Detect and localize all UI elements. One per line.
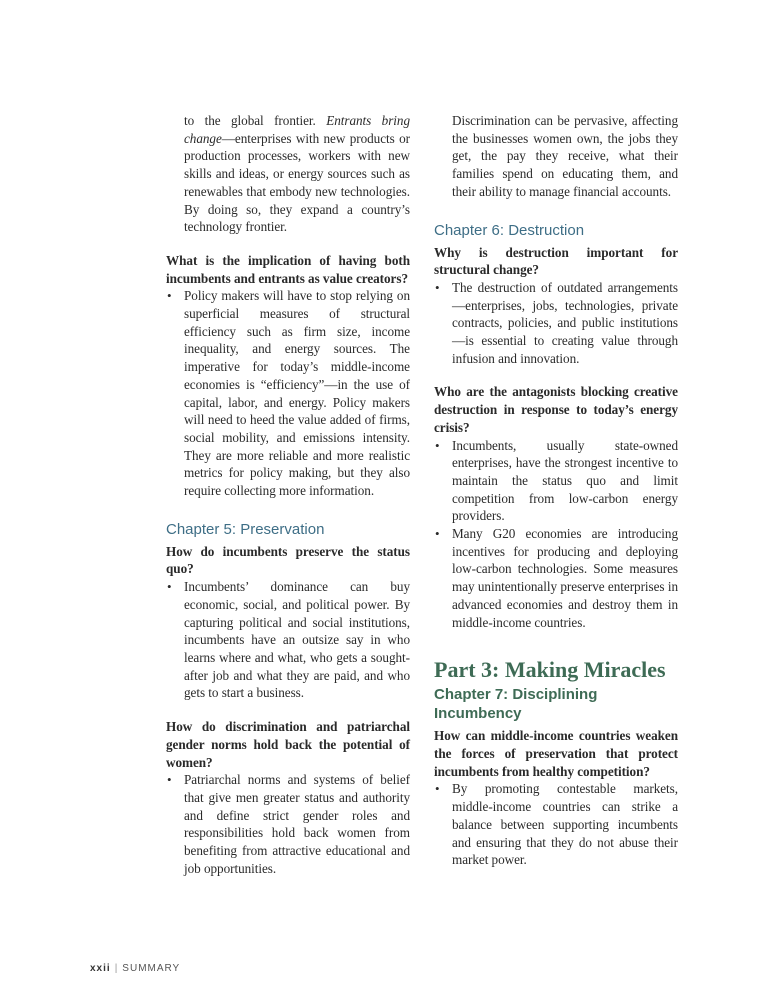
question-status-quo: How do incumbents preserve the status quo? bbox=[166, 543, 410, 577]
bullet-dot: • bbox=[435, 781, 440, 797]
question-discrimination: How do discrimination and patriarchal gender norms hold back the potential of women? bbox=[166, 719, 410, 770]
question-weaken-preservation: How can middle-income countries weaken the forces of preservation that protect incumbents from healthy competition? bbox=[434, 728, 678, 779]
bullet-text: The destruction of outdated arrangements—enterprises, jobs, technologies, private contracts, policies, and public institutions—is essential to creating value through infusion and innovation. bbox=[452, 279, 678, 366]
bullet-item bbox=[434, 780, 678, 869]
bullet-item bbox=[434, 525, 678, 631]
bullet-item bbox=[434, 437, 678, 526]
bullet-dot: • bbox=[167, 772, 172, 788]
bullet-dot: • bbox=[435, 526, 440, 542]
page-number: xxii bbox=[90, 963, 111, 974]
bullet-dot: • bbox=[167, 288, 172, 304]
intro-paragraph bbox=[166, 112, 410, 236]
question-implication: What is the implication of having both incumbents and entrants as value creators? bbox=[166, 252, 410, 286]
bullet-dot: • bbox=[435, 437, 440, 453]
chapter-heading-7: Chapter 7: Disciplining Incumbency bbox=[434, 686, 598, 723]
intro-italic-text: Entrants bring change bbox=[184, 113, 410, 146]
intro-text-end: —enterprises with new products or production processes, workers with new skills and ideas, or energy sources such as renewables that embody new technologies. By doing so, they expand a country’s technology frontier. bbox=[184, 130, 410, 235]
discrimination-paragraph: Discrimination can be pervasive, affecting the businesses women own, the jobs they get, the pay they receive, what their families spend on educating them, and their ability to manage financial accounts. bbox=[452, 113, 678, 199]
page-footer bbox=[90, 963, 180, 974]
bullet-dot: • bbox=[435, 279, 440, 295]
bullet-text: Patriarchal norms and systems of belief that give men greater status and authority and define strict gender roles and responsibilities hold back women from benefiting from attractive educational and job opportunities. bbox=[184, 772, 410, 876]
bullet-item bbox=[166, 771, 410, 877]
bullet-item bbox=[434, 279, 678, 368]
footer-separator: | bbox=[114, 963, 119, 974]
question-destruction: Why is destruction important for structural change? bbox=[434, 244, 678, 278]
chapter-heading-6: Chapter 6: Destruction bbox=[434, 221, 585, 239]
part-heading-3: Part 3: Making Miracles bbox=[434, 657, 666, 683]
bullet-text: Policy makers will have to stop relying on superficial measures of structural efficiency such as firm size, income inequality, and energy sources. The imperative for today’s middle-income economies is “efficiency”—in the use of capital, labor, and energy. Policy makers will need to heed the value added of firms, social mobility, and emissions intensity. They are more reliable and more realistic metrics for policy making, but they also require collecting more information. bbox=[184, 288, 410, 499]
bullet-text: By promoting contestable markets, middle-income countries can strike a balance between supporting incumbents and ensuring that they do not abuse their market power. bbox=[452, 781, 678, 868]
bullet-item bbox=[166, 578, 410, 702]
question-antagonists: Who are the antagonists blocking creative destruction in response to today’s energy crisis? bbox=[434, 384, 678, 435]
left-column bbox=[166, 112, 410, 877]
bullet-item bbox=[166, 287, 410, 499]
chapter-heading-5: Chapter 5: Preservation bbox=[166, 520, 325, 538]
bullet-text: Many G20 economies are introducing incentives for producing and deploying low-carbon technologies. Some measures may unintentionally preserve enterprises in advanced economies and destroy them in middle-income countries. bbox=[452, 526, 678, 630]
intro-text-start: to the global frontier. bbox=[184, 113, 327, 128]
bullet-dot: • bbox=[167, 579, 172, 595]
bullet-text: Incumbents, usually state-owned enterprises, have the strongest incentive to maintain the status quo and limit competition from low-carbon energy providers. bbox=[452, 437, 678, 524]
right-column bbox=[434, 112, 678, 869]
footer-section-label: SUMMARY bbox=[122, 963, 181, 974]
bullet-text: Incumbents’ dominance can buy economic, social, and political power. By capturing political and social institutions, incumbents have an outsize say in who learns where and what, who gets a sought-after job and what they are paid, and who gets to start a business. bbox=[184, 579, 410, 701]
